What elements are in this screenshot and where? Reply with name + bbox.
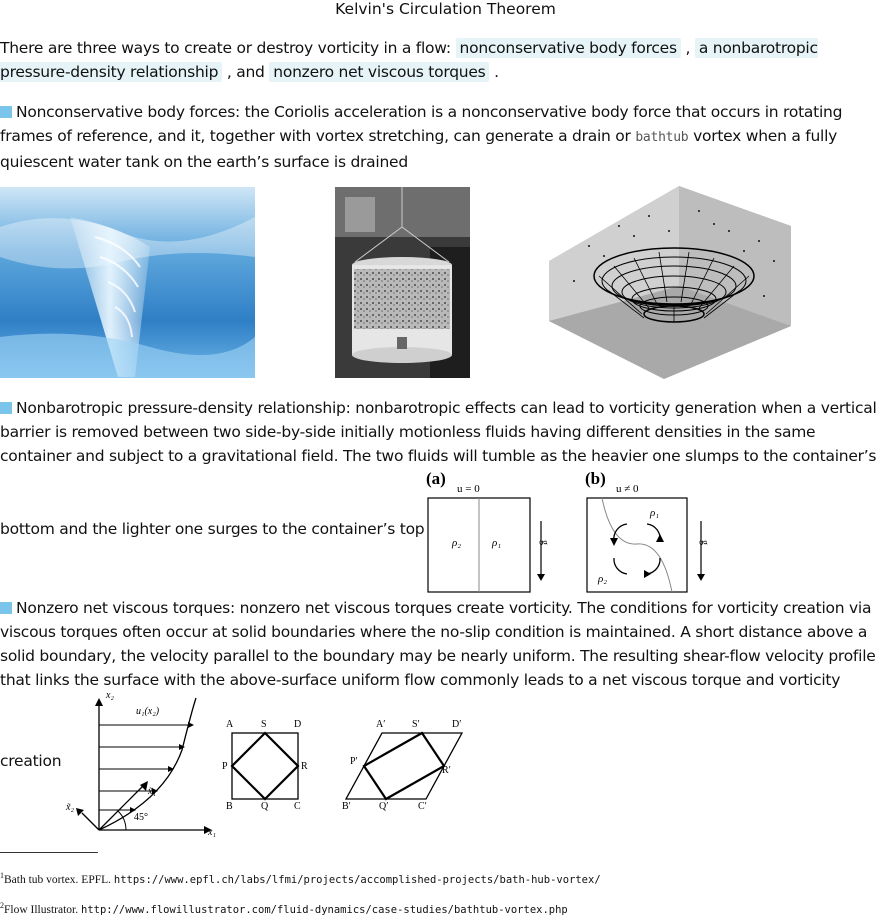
- footnote-text: Bath tub vortex. EPFL.: [4, 873, 114, 886]
- footnote-number: 2: [0, 901, 4, 910]
- page-title: Kelvin's Circulation Theorem: [335, 0, 556, 18]
- square-label-d: D: [294, 719, 302, 730]
- intro-text: There are three ways to create or destroy vorticity in a flow:: [0, 39, 456, 57]
- figure-label-b: (b): [585, 469, 606, 488]
- section-nonbarotropic: [0, 396, 891, 468]
- section-text: Nonbarotropic pressure-density relationship: nonbarotropic effects can lead to vorticity generation when a vertical barrier is removed between two side-by-side initially motionless fluids having different densities in the same container and subject to a gravitational field. The two fluids will tumble as the heavier one slumps to the container’s: [0, 399, 877, 465]
- tank-photo: [335, 187, 470, 378]
- square-label-s: S: [261, 719, 267, 730]
- section-text: vortex when a fully quiescent water tank on the earth’s surface is drained: [0, 127, 838, 171]
- u1-profile-label: u₁(x₂): [136, 706, 160, 717]
- section-text: Nonzero net viscous torques: nonzero net viscous torques create vorticity. The conditions for vorticity creation via viscous torques often occur at solid boundaries where the no-slip condition is maintained. A short distance above a solid boundary, the velocity parallel to the boundary may be nearly uniform. The resulting shear-flow velocity profile that links the surface with the above-surface uniform flow commonly leads to a net viscous torque and vorticity: [0, 599, 876, 689]
- rhombus-label-s: S′: [412, 719, 420, 730]
- bullet-icon: [0, 106, 12, 118]
- footnote-1: [0, 871, 601, 886]
- square-label-a: A: [226, 719, 234, 730]
- x1-axis-label: x₁: [208, 827, 216, 838]
- square-label-r: R: [301, 761, 308, 772]
- rhombus-label-b: B′: [342, 801, 351, 812]
- figure-label-a: (a): [426, 469, 446, 488]
- density-barrier-figure: [422, 466, 722, 596]
- x2-axis-label: x₂: [106, 690, 114, 701]
- intro-text: , and: [222, 63, 270, 81]
- link-nonconservative-body-forces[interactable]: nonconservative body forces: [456, 38, 681, 58]
- bathtub-code: bathtub: [635, 130, 689, 145]
- square-label-c: C: [294, 801, 301, 812]
- link-nonzero-viscous-torques[interactable]: nonzero net viscous torques: [269, 62, 489, 82]
- rho2-label-b: ρ₂: [598, 573, 608, 585]
- section-body-forces: [0, 100, 891, 174]
- water-vortex-photo: [0, 187, 255, 378]
- footnote-text: Flow Illustrator.: [4, 903, 81, 916]
- section-text: Nonconservative body forces: the Coriolis acceleration is a nonconservative body force that occurs in rotating frames of reference, and it, together with vortex stretching, can generate a drain or: [0, 103, 843, 145]
- vortex-3d-plot: [549, 186, 791, 379]
- footnote-link-epfl[interactable]: https://www.epfl.ch/labs/lfmi/projects/accomplished-projects/bath-hub-vortex/: [113, 873, 601, 886]
- rhombus-label-p: P′: [350, 756, 358, 767]
- rho1-label-b: ρ₁: [650, 507, 660, 519]
- u-label-b: u ≠ 0: [616, 483, 639, 495]
- footnote-number: 1: [0, 871, 4, 880]
- rhombus-label-a: A′: [376, 719, 386, 730]
- rho1-label-a: ρ₁: [492, 537, 502, 549]
- bullet-icon: [0, 602, 12, 614]
- section-nonbarotropic-end: bottom and the lighter one surges to the container’s top: [0, 520, 425, 538]
- g-label-b: g: [699, 540, 710, 545]
- u-label-a: u = 0: [457, 483, 480, 495]
- square-label-p: P: [222, 761, 228, 772]
- x2-tilde-label: x̃₂: [66, 802, 74, 813]
- square-label-b: B: [226, 801, 233, 812]
- g-label-a: g: [539, 540, 550, 545]
- rhombus-label-d: D′: [452, 719, 462, 730]
- rhombus-label-c: C′: [418, 801, 427, 812]
- bullet-icon: [0, 402, 12, 414]
- rhombus-label-r: R′: [442, 765, 451, 776]
- intro-text: ,: [680, 39, 695, 57]
- rho2-label-a: ρ₂: [452, 537, 462, 549]
- section-viscous-torques: [0, 596, 891, 692]
- footnote-2: [0, 901, 568, 916]
- section-viscous-end: creation: [0, 752, 62, 770]
- square-label-q: Q: [261, 801, 269, 812]
- shear-flow-figure: [64, 690, 494, 840]
- intro-text: .: [489, 63, 499, 81]
- intro-paragraph: [0, 36, 891, 84]
- footnote-link-flowillustrator[interactable]: http://www.flowillustrator.com/fluid-dynamics/case-studies/bathtub-vortex.php: [81, 903, 568, 916]
- footnote-divider: [0, 852, 98, 853]
- angle-label: 45°: [134, 812, 148, 823]
- rhombus-label-q: Q′: [379, 801, 389, 812]
- x1-tilde-label: x̃₁: [148, 786, 156, 797]
- link-nonbarotropic-relationship[interactable]: a nonbarotropic pressure-density relationship: [0, 39, 818, 81]
